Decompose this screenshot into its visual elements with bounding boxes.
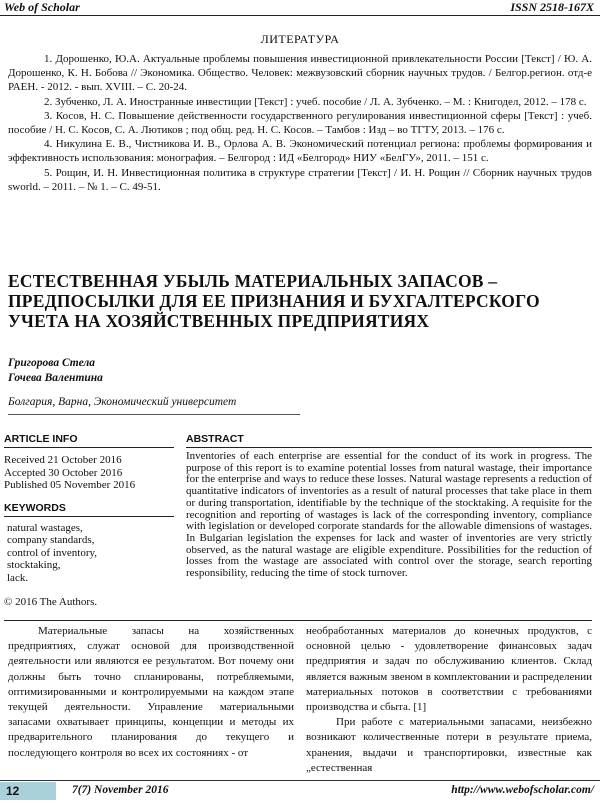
keyword: stocktaking,: [7, 559, 61, 571]
keywords-heading: KEYWORDS: [4, 502, 174, 517]
reference-item: 3. Косов, Н. С. Повышение действенности государственного регулирования инвестиционной сферы [Текст] : учеб. пособие / Н. С. Косов, С. А. Лютиков ; под общ. ред. Н. С. Косов. – Тамбов : Изд – во ТГТУ, 2013. – 176 с.: [8, 109, 592, 137]
body-column-left: [8, 624, 294, 761]
references-title: ЛИТЕРАТУРА: [260, 32, 340, 46]
body-paragraph: необработанных материалов до конечных продуктов, с основной целью - удовлетворение финансовых задач предприятия и задач по обслуживанию клиентов. Склад является важным звеном в комплектовании и распределении материальных потоков в соответствии с требованиями производства и сбыта. [1]: [306, 625, 592, 714]
keyword: lack.: [7, 571, 29, 584]
affiliation-rule: [8, 414, 300, 415]
body-column-right: [306, 624, 592, 776]
reference-item: 1. Дорошенко, Ю.А. Актуальные проблемы повышения инвестиционной привлекательности России [Текст] / Ю. А. Дорошенко, К. Н. Бобова // Экономика. Общество. Человек: межвузовский сборник научных трудов. / Белгор.регион. отд-е РАЕН. - 2012. - вып. XVIII. – С. 20-24.: [8, 53, 592, 94]
keyword: control of inventory,: [7, 546, 98, 559]
section-rule: [4, 620, 592, 621]
body-paragraph: Материальные запасы на хозяйственных предприятиях, служат основой для производственной деятельности или являются ее результатом. Вот почему они должны быть точно спланированы, потребляемыми, оптимизированными и контролируемыми на каждом этапе текущей деятельности. Управление материальными запасами охватывает принципы, концепции и методы их предварительного планирования до текущего и последующего контроля во всех их состояниях - от: [8, 625, 294, 759]
author-name: Григорова Стела: [8, 357, 96, 369]
keywords-list: [4, 522, 174, 585]
keyword: natural wastages,: [7, 521, 83, 534]
header-rule: [0, 15, 600, 16]
author-name: Гочева Валентина: [8, 372, 103, 384]
page-header: [0, 0, 600, 14]
journal-name: Web of Scholar: [4, 0, 80, 14]
authors: [8, 356, 103, 386]
reference-item: 5. Рощин, И. Н. Инвестиционная политика в структуре стратегии [Текст] / И. Н. Рощин // Сборник научных трудов sworld. – 2011. – № 1. – С. 49-51.: [8, 166, 592, 193]
copyright: © 2016 The Authors.: [4, 596, 98, 608]
journal-url[interactable]: http://www.webofscholar.com/: [451, 784, 594, 796]
abstract-heading: ABSTRACT: [186, 433, 592, 448]
issn: ISSN 2518-167X: [510, 0, 594, 14]
article-dates: [4, 454, 174, 492]
references-list: [8, 52, 592, 194]
accepted-date: Accepted 30 October 2016: [4, 466, 123, 479]
page-number: 12: [0, 782, 56, 800]
published-date: Published 05 November 2016: [4, 479, 136, 491]
received-date: Received 21 October 2016: [4, 454, 122, 466]
affiliation: Болгария, Варна, Экономический университет: [8, 396, 237, 408]
article-title: ЕСТЕСТВЕННАЯ УБЫЛЬ МАТЕРИАЛЬНЫХ ЗАПАСОВ – ПРЕДПОСЫЛКИ ДЛЯ ЕЕ ПРИЗНАНИЯ И БУХГАЛТЕРСКОГО УЧЕТА НА ХОЗЯЙСТВЕННЫХ ПРЕДПРИЯТИЯХ: [8, 271, 540, 331]
issue-info: 7(7) November 2016: [72, 784, 169, 796]
abstract: [186, 433, 592, 580]
reference-item: 2. Зубченко, Л. А. Иностранные инвестиции [Текст] : учеб. пособие / Л. А. Зубченко. – М. : Книгодел, 2012. – 178 с.: [44, 95, 587, 108]
article-info-heading: ARTICLE INFO: [4, 433, 174, 448]
article-info: [4, 433, 174, 608]
abstract-text: Inventories of each enterprise are essential for the conduct of its work in progress. The purpose of this report is to examine potential losses from natural wastage, their importance for the enterprise and ways to reduce these losses. Natural wastage represents a reduction of quantitative indicators of inventories as a result of natural processes that take place in them or during transportation, identifiable by the technique of the stocktaking. A requisite for the recognition and reporting of wastages is lack of the corresponding inventory, compliance with legislation or developed corporate standards for the allowable dimensions of wastages. In Bulgarian legislation the expenses for lack and waster of inventories are very strictly observed, as the natural wastage are eligible expenditure. Possibilities for the reduction of losses from the wastage are associated with control over the storage, search reporting responsibility, reducing the time of stock turnover.: [186, 450, 592, 580]
page-footer: [0, 780, 600, 801]
body-paragraph: При работе с материальными запасами, неизбежно возникают количественные потери в результате приема, хранения, выдачи и транспортировки, известные как „естественная: [306, 716, 592, 774]
reference-item: 4. Никулина Е. В., Чистникова И. В., Орлова А. В. Экономический потенциал региона: проблемы формирования и эффективность использования: монография. – Белгород : ИД «Белгород» НИУ «БелГУ», 2011. – 151 с.: [8, 138, 592, 165]
keyword: company standards,: [7, 534, 95, 546]
